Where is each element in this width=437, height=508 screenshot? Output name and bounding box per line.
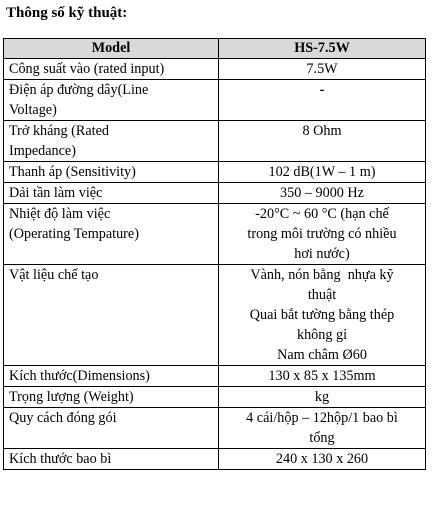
row-label [4,80,219,121]
row-value-line: Quai bắt tường bằng thép [249,307,395,323]
table-row [4,162,426,183]
row-value [219,121,426,162]
row-label [4,366,219,387]
row-value-line: tổng [309,430,335,446]
row-label [4,387,219,408]
row-value-line: 130 x 85 x 135mm [268,368,376,384]
row-label [4,59,219,80]
row-value [219,265,426,366]
row-label-line: Trọng lượng (Weight) [9,389,134,405]
table-row [4,204,426,265]
specs-table [3,38,426,470]
row-value-line: 8 Ohm [302,123,342,139]
table-row [4,59,426,80]
row-label-line: Trở kháng (Rated [9,123,109,139]
header-model-value: HS-7.5W [219,39,426,59]
table-header-row [4,39,426,59]
row-value [219,449,426,470]
table-row [4,408,426,449]
header-model-label: Model [4,39,219,59]
row-value-line: 240 x 130 x 260 [275,451,369,467]
row-label [4,408,219,449]
row-value-line: trong môi trường có nhiều [247,226,397,242]
row-label [4,265,219,366]
row-label-line: Kích thước bao bì [9,451,112,467]
table-row [4,387,426,408]
row-label-line: Kích thước(Dimensions) [9,368,150,384]
row-value [219,204,426,265]
row-label-line: Công suất vào (rated input) [9,61,165,77]
row-value-line: thuật [307,287,337,303]
row-label-line: (Operating Tempature) [9,226,139,242]
row-value [219,59,426,80]
row-value-line: Vành, nón bằng nhựa kỹ [250,267,394,283]
row-value-line: không gỉ [296,327,348,343]
row-label [4,204,219,265]
row-label-line: Dải tần làm việc [9,185,103,201]
table-row [4,265,426,366]
row-value [219,80,426,121]
row-value [219,387,426,408]
row-value [219,366,426,387]
row-label [4,121,219,162]
row-label-line: Thanh áp (Sensitivity) [9,164,136,180]
row-value [219,162,426,183]
row-value-line: 4 cái/hộp – 12hộp/1 bao bì [246,410,398,426]
row-value [219,408,426,449]
row-label [4,449,219,470]
row-value-line: hơi nước) [294,246,350,262]
table-row [4,449,426,470]
row-value-line: -20°C ~ 60 °C (hạn chế [255,206,389,222]
page-title: Thông số kỹ thuật: [6,5,128,21]
row-value-line: kg [314,389,330,405]
row-label-line: Impedance) [9,143,76,159]
row-label-line: Vật liệu chế tạo [9,267,99,283]
table-row [4,80,426,121]
row-value-line: 7.5W [306,61,338,77]
row-value-line: - [319,82,325,98]
row-value [219,183,426,204]
row-label [4,183,219,204]
row-value-line: Nam châm Ø60 [277,347,367,363]
row-label-line: Quy cách đóng gói [9,410,117,426]
table-row [4,183,426,204]
row-value-line: 102 dB(1W – 1 m) [268,164,376,180]
row-label-line: Điện áp đường dây(Line [9,82,149,98]
row-label [4,162,219,183]
row-label-line: Nhiệt độ làm việc [9,206,111,222]
table-row [4,366,426,387]
table-row [4,121,426,162]
row-value-line: 350 – 9000 Hz [280,185,364,201]
row-label-line: Voltage) [9,102,57,118]
